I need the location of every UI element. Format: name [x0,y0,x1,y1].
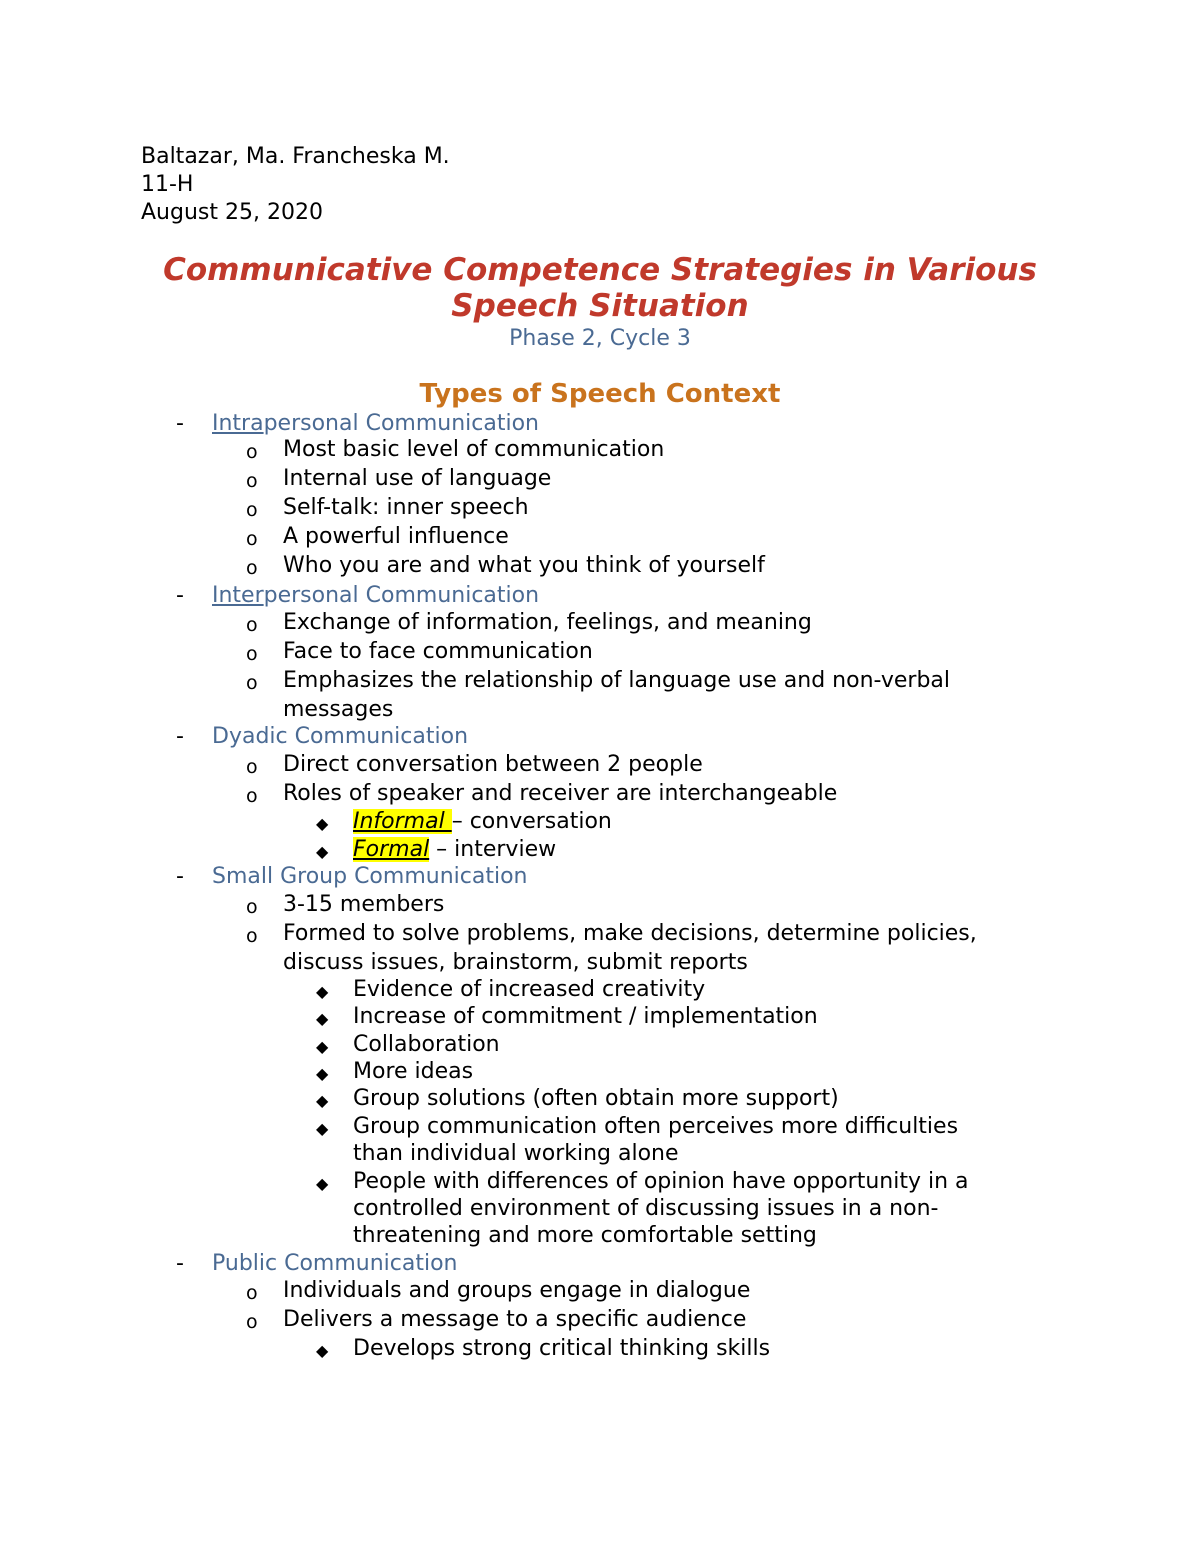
diamond-bullet: ◆ [316,982,329,1001]
circle-bullet: o [246,499,258,521]
sub-item-informal-rest: – conversation [451,809,612,834]
document-date: August 25, 2020 [141,200,323,225]
highlighted-term-formal: Formal [353,837,430,862]
list-item: Internal use of language [283,466,552,491]
sub-item-formal [353,836,556,864]
dash-bullet: - [176,411,184,436]
list-item: Self-talk: inner speech [283,495,529,520]
circle-bullet: o [246,756,258,778]
document-title-line2: Speech Situation [451,288,749,324]
circle-bullet: o [246,1282,258,1304]
circle-bullet: o [246,441,258,463]
heading-intrapersonal [212,410,539,438]
author-header [141,143,450,227]
list-item: Individuals and groups engage in dialogue [283,1278,751,1303]
diamond-bullet: ◆ [316,1341,329,1360]
diamond-bullet: ◆ [316,1064,329,1083]
circle-bullet: o [246,925,258,947]
circle-bullet: o [246,785,258,807]
sub-item: Collaboration [353,1032,500,1057]
list-item: 3-15 members [283,892,445,917]
sub-item: More ideas [353,1059,474,1084]
diamond-bullet: ◆ [316,814,329,833]
sub-item: People with differences of opinion have opportunity in a [353,1169,969,1194]
list-item: Most basic level of communication [283,437,665,462]
diamond-bullet: ◆ [316,1037,329,1056]
sub-item-informal [353,808,612,836]
dash-bullet: - [176,864,184,889]
student-section: 11-H [141,172,194,197]
highlighted-term-informal: Informal [353,809,452,834]
dash-bullet: - [176,1251,184,1276]
heading-dyadic: Dyadic Communication [212,724,469,749]
list-item: A powerful influence [283,524,509,549]
list-item: Roles of speaker and receiver are interchangeable [283,781,838,806]
heading-interpersonal-underlined: Inter [212,583,264,608]
diamond-bullet: ◆ [316,1174,329,1193]
student-name: Baltazar, Ma. Francheska M. [141,144,450,169]
list-item: Who you are and what you think of yourself [283,553,765,578]
heading-intrapersonal-underlined: Intra [212,411,264,436]
diamond-bullet: ◆ [316,842,329,861]
list-item: Direct conversation between 2 people [283,752,703,777]
list-item: Emphasizes the relationship of language use and non-verbal [283,668,951,693]
sub-item-continuation: threatening and more comfortable setting [353,1223,817,1248]
circle-bullet: o [246,672,258,694]
heading-intrapersonal-rest: personal Communication [263,411,539,436]
list-item: Delivers a message to a specific audience [283,1307,747,1332]
dash-bullet: - [176,724,184,749]
heading-interpersonal [212,582,539,610]
document-title-line1: Communicative Competence Strategies in Various [163,252,1037,288]
document-subtitle: Phase 2, Cycle 3 [509,326,691,351]
circle-bullet: o [246,643,258,665]
sub-item: Group communication often perceives more difficulties [353,1114,959,1139]
list-item: Face to face communication [283,639,593,664]
diamond-bullet: ◆ [316,1009,329,1028]
dash-bullet: - [176,583,184,608]
circle-bullet: o [246,557,258,579]
section-title: Types of Speech Context [419,379,781,409]
sub-item-continuation: controlled environment of discussing issues in a non- [353,1196,939,1221]
sub-item-formal-rest: – interview [429,837,557,862]
heading-interpersonal-rest: personal Communication [263,583,540,608]
sub-item: Evidence of increased creativity [353,977,706,1002]
circle-bullet: o [246,1311,258,1333]
diamond-bullet: ◆ [316,1119,329,1138]
heading-small-group: Small Group Communication [212,864,528,889]
sub-item: Group solutions (often obtain more support) [353,1086,839,1111]
circle-bullet: o [246,896,258,918]
sub-item-continuation: than individual working alone [353,1141,679,1166]
title-block [0,252,1200,353]
list-item-continuation: discuss issues, brainstorm, submit reports [283,950,748,975]
circle-bullet: o [246,528,258,550]
circle-bullet: o [246,614,258,636]
diamond-bullet: ◆ [316,1091,329,1110]
sub-item: Develops strong critical thinking skills [353,1336,771,1361]
sub-item: Increase of commitment / implementation [353,1004,818,1029]
heading-public: Public Communication [212,1251,458,1276]
list-item: Formed to solve problems, make decisions, determine policies, [283,921,977,946]
list-item-continuation: messages [283,697,394,722]
list-item: Exchange of information, feelings, and meaning [283,610,812,635]
circle-bullet: o [246,470,258,492]
